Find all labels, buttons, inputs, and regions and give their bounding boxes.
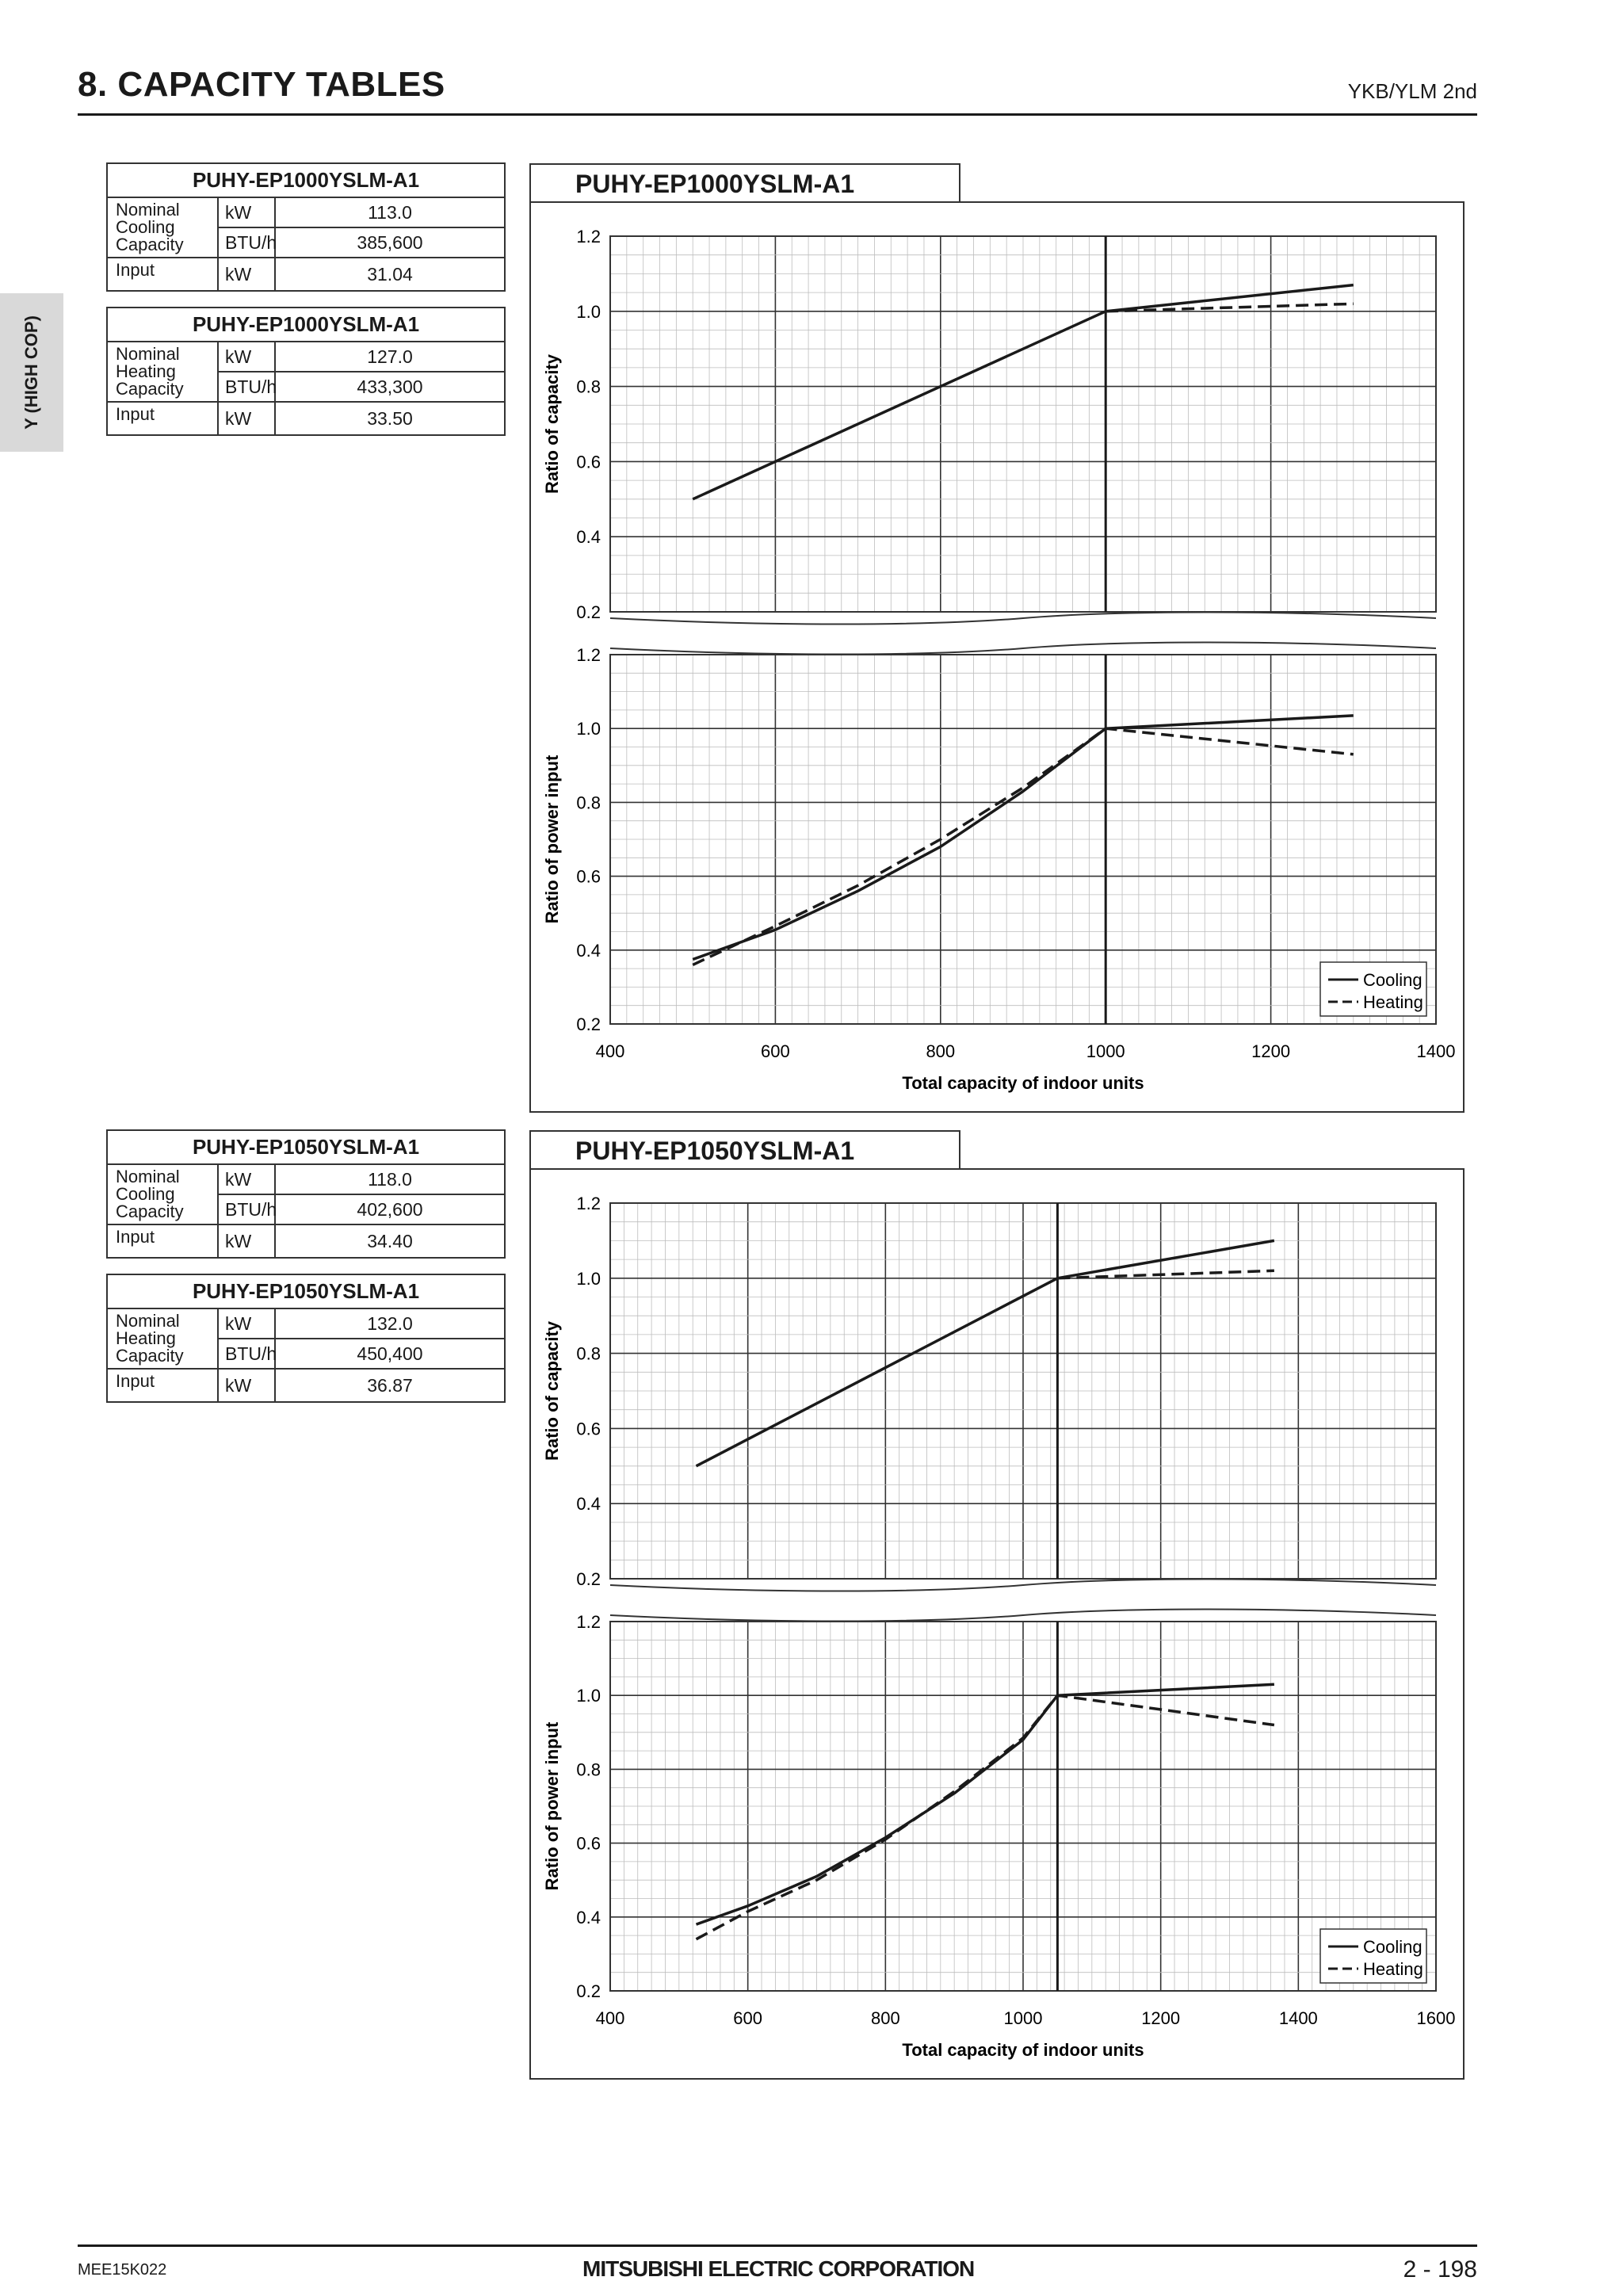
legend-label-heating: Heating	[1363, 992, 1423, 1012]
footer-rule	[78, 2244, 1477, 2247]
y-tick-label: 1.2	[576, 227, 601, 246]
y-tick-label: 1.0	[576, 719, 601, 739]
table-title: PUHY-EP1000YSLM-A1	[107, 163, 505, 197]
input-kw-value: 33.50	[275, 402, 505, 435]
unit-kw: kW	[218, 1308, 275, 1339]
unit-btu: BTU/h	[218, 1194, 275, 1224]
capacity-kw-value: 113.0	[275, 197, 505, 227]
x-tick-label: 600	[761, 1041, 790, 1061]
x-tick-label: 1000	[1086, 1041, 1125, 1061]
capacity-btu-value: 433,300	[275, 372, 505, 402]
unit-btu: BTU/h	[218, 227, 275, 258]
y-tick-label: 0.4	[576, 940, 601, 961]
capacity-label: Nominal Heating Capacity	[107, 342, 218, 402]
y-tick-label: 0.6	[576, 1419, 601, 1439]
table-title: PUHY-EP1000YSLM-A1	[107, 308, 505, 342]
x-tick-label: 600	[733, 2008, 763, 2028]
y-tick-label: 0.2	[576, 602, 601, 622]
unit-kw: kW	[218, 402, 275, 435]
x-tick-label: 400	[595, 2008, 625, 2028]
y-tick-label: 0.8	[576, 376, 601, 397]
y-tick-label: 1.0	[576, 1268, 601, 1289]
x-tick-label: 1600	[1416, 2008, 1456, 2028]
side-tab-label: Y (HIGH COP)	[21, 315, 41, 430]
x-tick-label: 1400	[1416, 1041, 1456, 1061]
capacity-label: Nominal Cooling Capacity	[107, 197, 218, 258]
unit-kw: kW	[218, 1224, 275, 1258]
y-axis-label: Ratio of power input	[542, 1721, 562, 1891]
y-tick-label: 0.8	[576, 1759, 601, 1780]
x-tick-label: 1200	[1141, 2008, 1181, 2028]
y-tick-label: 0.6	[576, 452, 601, 472]
legend-label-cooling: Cooling	[1363, 1937, 1423, 1957]
y-axis-label: Ratio of power input	[542, 755, 562, 924]
x-axis-label: Total capacity of indoor units	[902, 1073, 1144, 1093]
x-tick-label: 800	[870, 2008, 900, 2028]
chart-title: PUHY-EP1050YSLM-A1	[575, 1137, 855, 1165]
section-title: 8. CAPACITY TABLES	[78, 65, 445, 104]
capacity-kw-value: 132.0	[275, 1308, 505, 1339]
y-tick-label: 0.4	[576, 527, 601, 548]
capacity-btu-value: 450,400	[275, 1339, 505, 1369]
x-tick-label: 400	[595, 1041, 625, 1061]
model-series: YKB/YLM 2nd	[1347, 79, 1477, 103]
capacity-kw-value: 127.0	[275, 342, 505, 372]
y-tick-label: 1.2	[576, 1612, 601, 1632]
input-label: Input	[107, 402, 218, 435]
y-tick-label: 0.6	[576, 866, 601, 887]
table-title: PUHY-EP1050YSLM-A1	[107, 1274, 505, 1308]
capacity-label: Nominal Cooling Capacity	[107, 1164, 218, 1224]
page-number: 2 - 198	[1403, 2256, 1477, 2283]
axis-break-gap	[609, 613, 1438, 653]
y-tick-label: 0.8	[576, 793, 601, 813]
y-tick-label: 0.4	[576, 1907, 601, 1927]
legend-label-cooling: Cooling	[1363, 970, 1423, 990]
doc-code: MEE15K022	[78, 2261, 167, 2279]
y-tick-label: 1.2	[576, 645, 601, 665]
y-tick-label: 0.6	[576, 1833, 601, 1854]
input-kw-value: 31.04	[275, 258, 505, 291]
y-axis-label: Ratio of capacity	[542, 1320, 562, 1461]
input-kw-value: 34.40	[275, 1224, 505, 1258]
y-tick-label: 1.2	[576, 1194, 601, 1213]
capacity-btu-value: 385,600	[275, 227, 505, 258]
company-name: MITSUBISHI ELECTRIC CORPORATION	[582, 2256, 975, 2281]
x-axis-label: Total capacity of indoor units	[902, 2040, 1144, 2060]
capacity-kw-value: 118.0	[275, 1164, 505, 1194]
x-tick-label: 1000	[1003, 2008, 1043, 2028]
unit-kw: kW	[218, 342, 275, 372]
input-kw-value: 36.87	[275, 1369, 505, 1402]
y-tick-label: 0.2	[576, 1569, 601, 1589]
x-tick-label: 1400	[1278, 2008, 1318, 2028]
y-tick-label: 0.4	[576, 1494, 601, 1515]
unit-btu: BTU/h	[218, 1339, 275, 1369]
unit-kw: kW	[218, 258, 275, 291]
unit-kw: kW	[218, 1369, 275, 1402]
input-label: Input	[107, 1224, 218, 1258]
unit-kw: kW	[218, 197, 275, 227]
x-tick-label: 800	[926, 1041, 956, 1061]
y-tick-label: 0.2	[576, 1014, 601, 1034]
y-tick-label: 1.0	[576, 1686, 601, 1706]
y-tick-label: 0.8	[576, 1343, 601, 1364]
y-tick-label: 0.2	[576, 1981, 601, 2001]
unit-kw: kW	[218, 1164, 275, 1194]
x-tick-label: 1200	[1251, 1041, 1291, 1061]
y-tick-label: 1.0	[576, 301, 601, 322]
legend-label-heating: Heating	[1363, 1959, 1423, 1979]
y-axis-label: Ratio of capacity	[542, 353, 562, 495]
table-title: PUHY-EP1050YSLM-A1	[107, 1130, 505, 1164]
unit-btu: BTU/h	[218, 372, 275, 402]
chart-title: PUHY-EP1000YSLM-A1	[575, 170, 855, 198]
series-line-heating	[697, 1695, 1274, 1939]
capacity-label: Nominal Heating Capacity	[107, 1308, 218, 1369]
capacity-btu-value: 402,600	[275, 1194, 505, 1224]
axis-break-gap	[609, 1580, 1438, 1620]
series-line-cooling	[697, 1684, 1274, 1924]
input-label: Input	[107, 1369, 218, 1402]
input-label: Input	[107, 258, 218, 291]
